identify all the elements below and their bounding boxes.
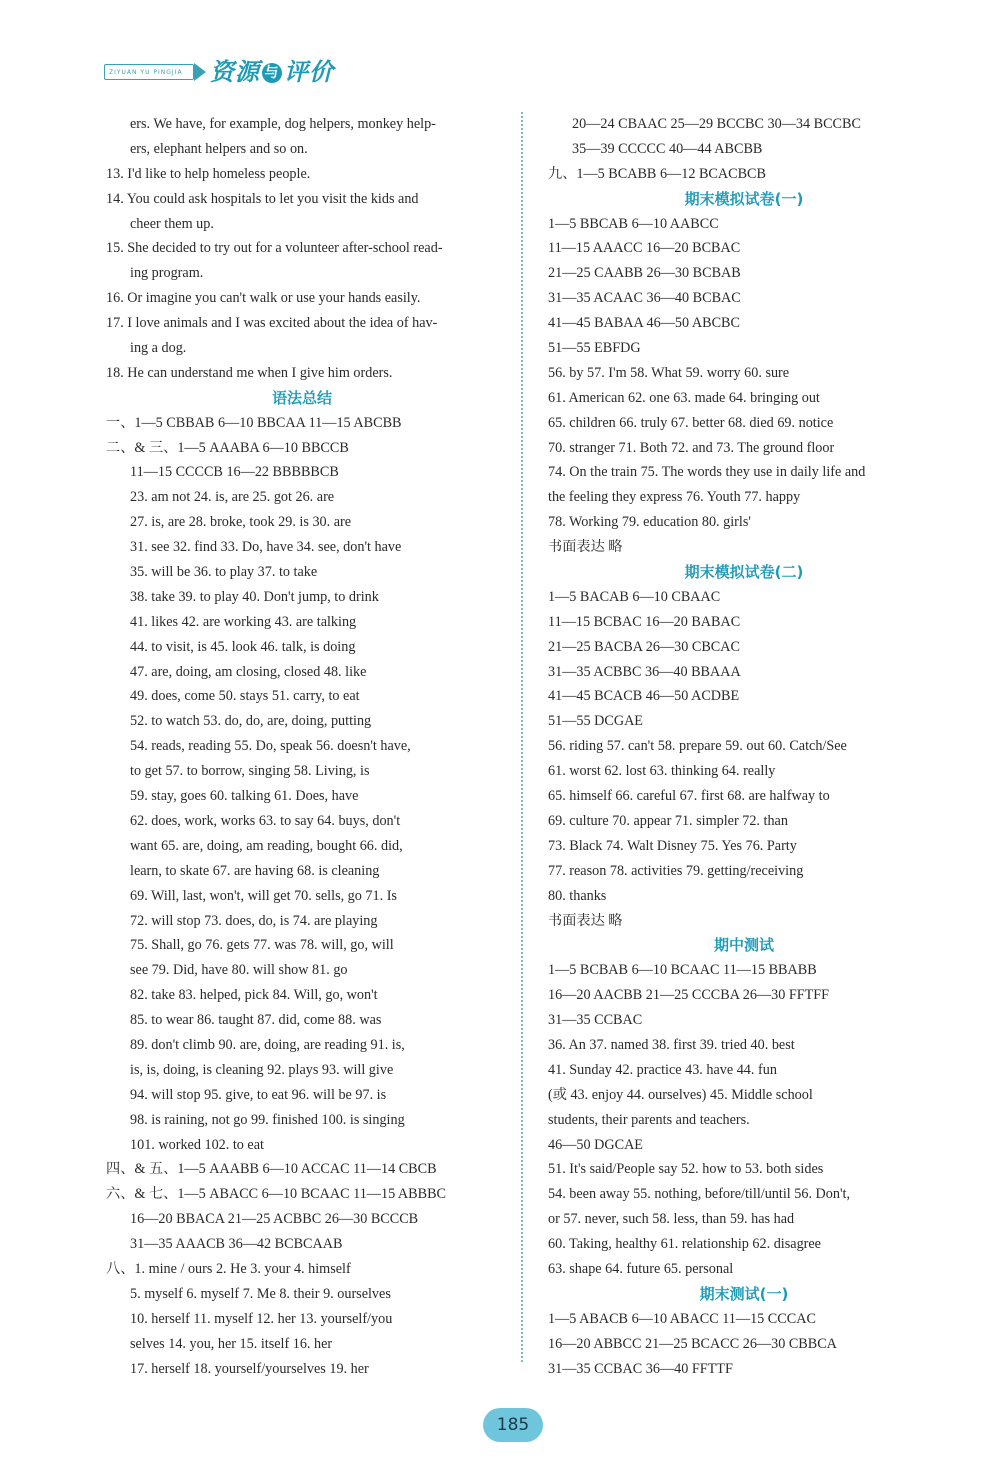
answer-line: 1—5 BACAB 6—10 CBAAC	[548, 588, 721, 605]
answer-line: 11—15 AAACC 16—20 BCBAC	[548, 240, 741, 257]
column-divider	[521, 112, 523, 1362]
answer-line: 56. by 57. I'm 58. What 59. worry 60. sure	[548, 364, 790, 381]
answer-line: 31—35 ACBBC 36—40 BBAAA	[548, 663, 741, 680]
answer-line: ers, elephant helpers and so on.	[130, 140, 308, 157]
answer-line: 101. worked 102. to eat	[130, 1136, 264, 1153]
answer-line: 77. reason 78. activities 79. getting/receiving	[548, 862, 804, 879]
answer-line: 65. himself 66. careful 67. first 68. are halfway to	[548, 788, 830, 805]
answer-line: 11—15 BCBAC 16—20 BABAC	[548, 613, 741, 630]
answer-line: 85. to wear 86. taught 87. did, come 88. was	[130, 1012, 382, 1029]
book-header	[100, 50, 360, 90]
answer-line: 21—25 BACBA 26—30 CBCAC	[548, 638, 740, 655]
answer-line: 52. to watch 53. do, do, are, doing, putting	[130, 713, 372, 730]
answer-line: 17. I love animals and I was excited about the idea of hav-	[106, 315, 438, 332]
answer-line: 38. take 39. to play 40. Don't jump, to drink	[130, 588, 379, 605]
answer-line: 15. She decided to try out for a volunteer after-school read-	[106, 240, 443, 257]
answer-line: 四、& 五、1—5 AAABB 6—10 ACCAC 11—14 CBCB	[106, 1161, 437, 1178]
answer-line: 49. does, come 50. stays 51. carry, to eat	[130, 688, 360, 705]
answer-line: 56. riding 57. can't 58. prepare 59. out 60. Catch/See	[548, 738, 847, 755]
answer-line: 27. is, are 28. broke, took 29. is 30. are	[130, 514, 352, 531]
answer-line: 44. to visit, is 45. look 46. talk, is doing	[130, 638, 356, 655]
answer-line: cheer them up.	[130, 215, 214, 232]
answer-line: or 57. never, such 58. less, than 59. has had	[548, 1211, 795, 1228]
answer-line: ers. We have, for example, dog helpers, monkey help-	[130, 116, 436, 132]
answer-line: 75. Shall, go 76. gets 77. was 78. will, go, will	[130, 937, 394, 954]
answer-line: 74. On the train 75. The words they use in daily life and	[548, 464, 866, 481]
answer-line: learn, to skate 67. are having 68. is cleaning	[130, 862, 380, 879]
answer-line: 一、1—5 CBBAB 6—10 BBCAA 11—15 ABCBB	[106, 414, 402, 431]
left-answer-column	[106, 112, 498, 1381]
answer-line: 1—5 ABACB 6—10 ABACC 11—15 CCCAC	[548, 1310, 816, 1327]
answer-line: 51—55 EBFDG	[548, 340, 641, 357]
answer-line: 31—35 CCBAC 36—40 FFTTF	[548, 1360, 733, 1377]
answer-line: is, is, doing, is cleaning 92. plays 93. will give	[130, 1061, 394, 1078]
answer-line: 31—35 AAACB 36—42 BCBCAAB	[130, 1236, 343, 1253]
answer-line: 59. stay, goes 60. talking 61. Does, have	[130, 788, 359, 805]
answer-line: 书面表达 略	[548, 539, 623, 556]
answer-line: 41—45 BCACB 46—50 ACDBE	[548, 688, 740, 705]
answer-line: 41. Sunday 42. practice 43. have 44. fun	[548, 1061, 777, 1078]
answer-line: ing program.	[130, 265, 204, 282]
answer-line: 41—45 BABAA 46—50 ABCBC	[548, 315, 740, 332]
answer-line: 14. You could ask hospitals to let you visit the kids and	[106, 190, 419, 207]
answer-line: 二、& 三、1—5 AAABA 6—10 BBCCB	[106, 439, 349, 456]
answer-line: 13. I'd like to help homeless people.	[106, 165, 311, 182]
arrow-icon	[194, 63, 206, 81]
answer-line: 61. worst 62. lost 63. thinking 64. really	[548, 763, 776, 780]
answer-line: 16—20 AACBB 21—25 CCCBA 26—30 FFTFF	[548, 987, 830, 1004]
answer-line: 98. is raining, not go 99. finished 100. is singing	[130, 1111, 405, 1128]
page-number: 185	[483, 1408, 543, 1442]
answer-line: 1—5 BBCAB 6—10 AABCC	[548, 215, 719, 232]
header-title-amp: 与	[262, 63, 282, 83]
answer-line: students, their parents and teachers.	[548, 1111, 750, 1128]
answer-line: see 79. Did, have 80. will show 81. go	[130, 962, 348, 979]
answer-line: 70. stranger 71. Both 72. and 73. The ground floor	[548, 439, 835, 456]
answer-line: 35—39 CCCCC 40—44 ABCBB	[572, 140, 763, 157]
header-title-b: 评价	[284, 58, 334, 86]
answer-line: 69. culture 70. appear 71. simpler 72. than	[548, 812, 788, 829]
answer-line: to get 57. to borrow, singing 58. Living, is	[130, 763, 370, 780]
answer-line: 51. It's said/People say 52. how to 53. both sides	[548, 1161, 824, 1178]
section-heading: 期中测试	[713, 936, 774, 955]
answer-line: 16—20 BBACA 21—25 ACBBC 26—30 BCCCB	[130, 1211, 419, 1228]
answer-line: (或 43. enjoy 44. ourselves) 45. Middle school	[548, 1086, 813, 1103]
answer-line: 46—50 DGCAE	[548, 1136, 643, 1153]
answer-line: 21—25 CAABB 26—30 BCBAB	[548, 265, 741, 282]
answer-line: 82. take 83. helped, pick 84. Will, go, won't	[130, 987, 378, 1004]
answer-line: 31—35 ACAAC 36—40 BCBAC	[548, 290, 741, 307]
answer-line: 72. will stop 73. does, do, is 74. are playing	[130, 912, 378, 929]
answer-line: 47. are, doing, am closing, closed 48. like	[130, 663, 367, 680]
answer-line: 61. American 62. one 63. made 64. bringing out	[548, 389, 820, 406]
section-heading: 期末模拟试卷(一)	[684, 189, 804, 208]
answer-line: 78. Working 79. education 80. girls'	[548, 514, 751, 531]
answer-line: 31. see 32. find 33. Do, have 34. see, don't have	[130, 539, 402, 556]
answer-line: 62. does, work, works 63. to say 64. buys, don't	[130, 812, 401, 829]
answer-line: 1—5 BCBAB 6—10 BCAAC 11—15 BBABB	[548, 962, 817, 979]
answer-line: 36. An 37. named 38. first 39. tried 40. best	[548, 1036, 795, 1053]
answer-line: 54. been away 55. nothing, before/till/until 56. Don't,	[548, 1186, 851, 1203]
answer-line: 11—15 CCCCB 16—22 BBBBBCB	[130, 464, 339, 481]
answer-line: 69. Will, last, won't, will get 70. sells, go 71. Is	[130, 887, 397, 904]
answer-line: 20—24 CBAAC 25—29 BCCBC 30—34 BCCBC	[572, 116, 861, 132]
header-pinyin: ZIYUAN YU PINGJIA	[104, 64, 194, 80]
answer-line: 80. thanks	[548, 887, 607, 904]
answer-line: 60. Taking, healthy 61. relationship 62. disagree	[548, 1236, 821, 1253]
answer-line: 17. herself 18. yourself/yourselves 19. her	[130, 1360, 369, 1377]
answer-line: 八、1. mine / ours 2. He 3. your 4. himself	[106, 1260, 351, 1277]
answer-line: 63. shape 64. future 65. personal	[548, 1260, 734, 1277]
answer-line: 九、1—5 BCABB 6—12 BCACBCB	[548, 165, 766, 182]
answer-line: 41. likes 42. are working 43. are talking	[130, 613, 357, 630]
answer-line: 31—35 CCBAC	[548, 1012, 643, 1029]
answer-line: 89. don't climb 90. are, doing, are reading 91. is,	[130, 1036, 405, 1053]
answer-line: 23. am not 24. is, are 25. got 26. are	[130, 489, 335, 506]
answer-line: 65. children 66. truly 67. better 68. died 69. notice	[548, 414, 834, 431]
answer-line: ing a dog.	[130, 340, 187, 357]
section-heading: 期末测试(一)	[699, 1284, 789, 1303]
answer-line: 16. Or imagine you can't walk or use your hands easily.	[106, 290, 421, 307]
answer-line: selves 14. you, her 15. itself 16. her	[130, 1335, 333, 1352]
answer-line: want 65. are, doing, am reading, bought 66. did,	[130, 837, 403, 854]
answer-line: 94. will stop 95. give, to eat 96. will be 97. is	[130, 1086, 387, 1103]
answer-line: 5. myself 6. myself 7. Me 8. their 9. ourselves	[130, 1285, 391, 1302]
right-answer-column	[548, 112, 940, 1381]
answer-line: 54. reads, reading 55. Do, speak 56. doesn't have,	[130, 738, 411, 755]
answer-line: 35. will be 36. to play 37. to take	[130, 564, 318, 581]
section-heading: 语法总结	[271, 388, 332, 407]
answer-line: 六、& 七、1—5 ABACC 6—10 BCAAC 11—15 ABBBC	[106, 1186, 447, 1203]
answer-line: 16—20 ABBCC 21—25 BCACC 26—30 CBBCA	[548, 1335, 837, 1352]
answer-line: 18. He can understand me when I give him orders.	[106, 364, 393, 381]
header-title-a: 资源	[210, 58, 260, 86]
header-title	[210, 52, 334, 87]
answer-line: 10. herself 11. myself 12. her 13. yourself/you	[130, 1310, 393, 1327]
answer-line: 书面表达 略	[548, 912, 623, 929]
answer-line: 73. Black 74. Walt Disney 75. Yes 76. Party	[548, 837, 797, 854]
answer-line: the feeling they express 76. Youth 77. happy	[548, 489, 801, 506]
answer-line: 51—55 DCGAE	[548, 713, 643, 730]
section-heading: 期末模拟试卷(二)	[684, 563, 804, 582]
